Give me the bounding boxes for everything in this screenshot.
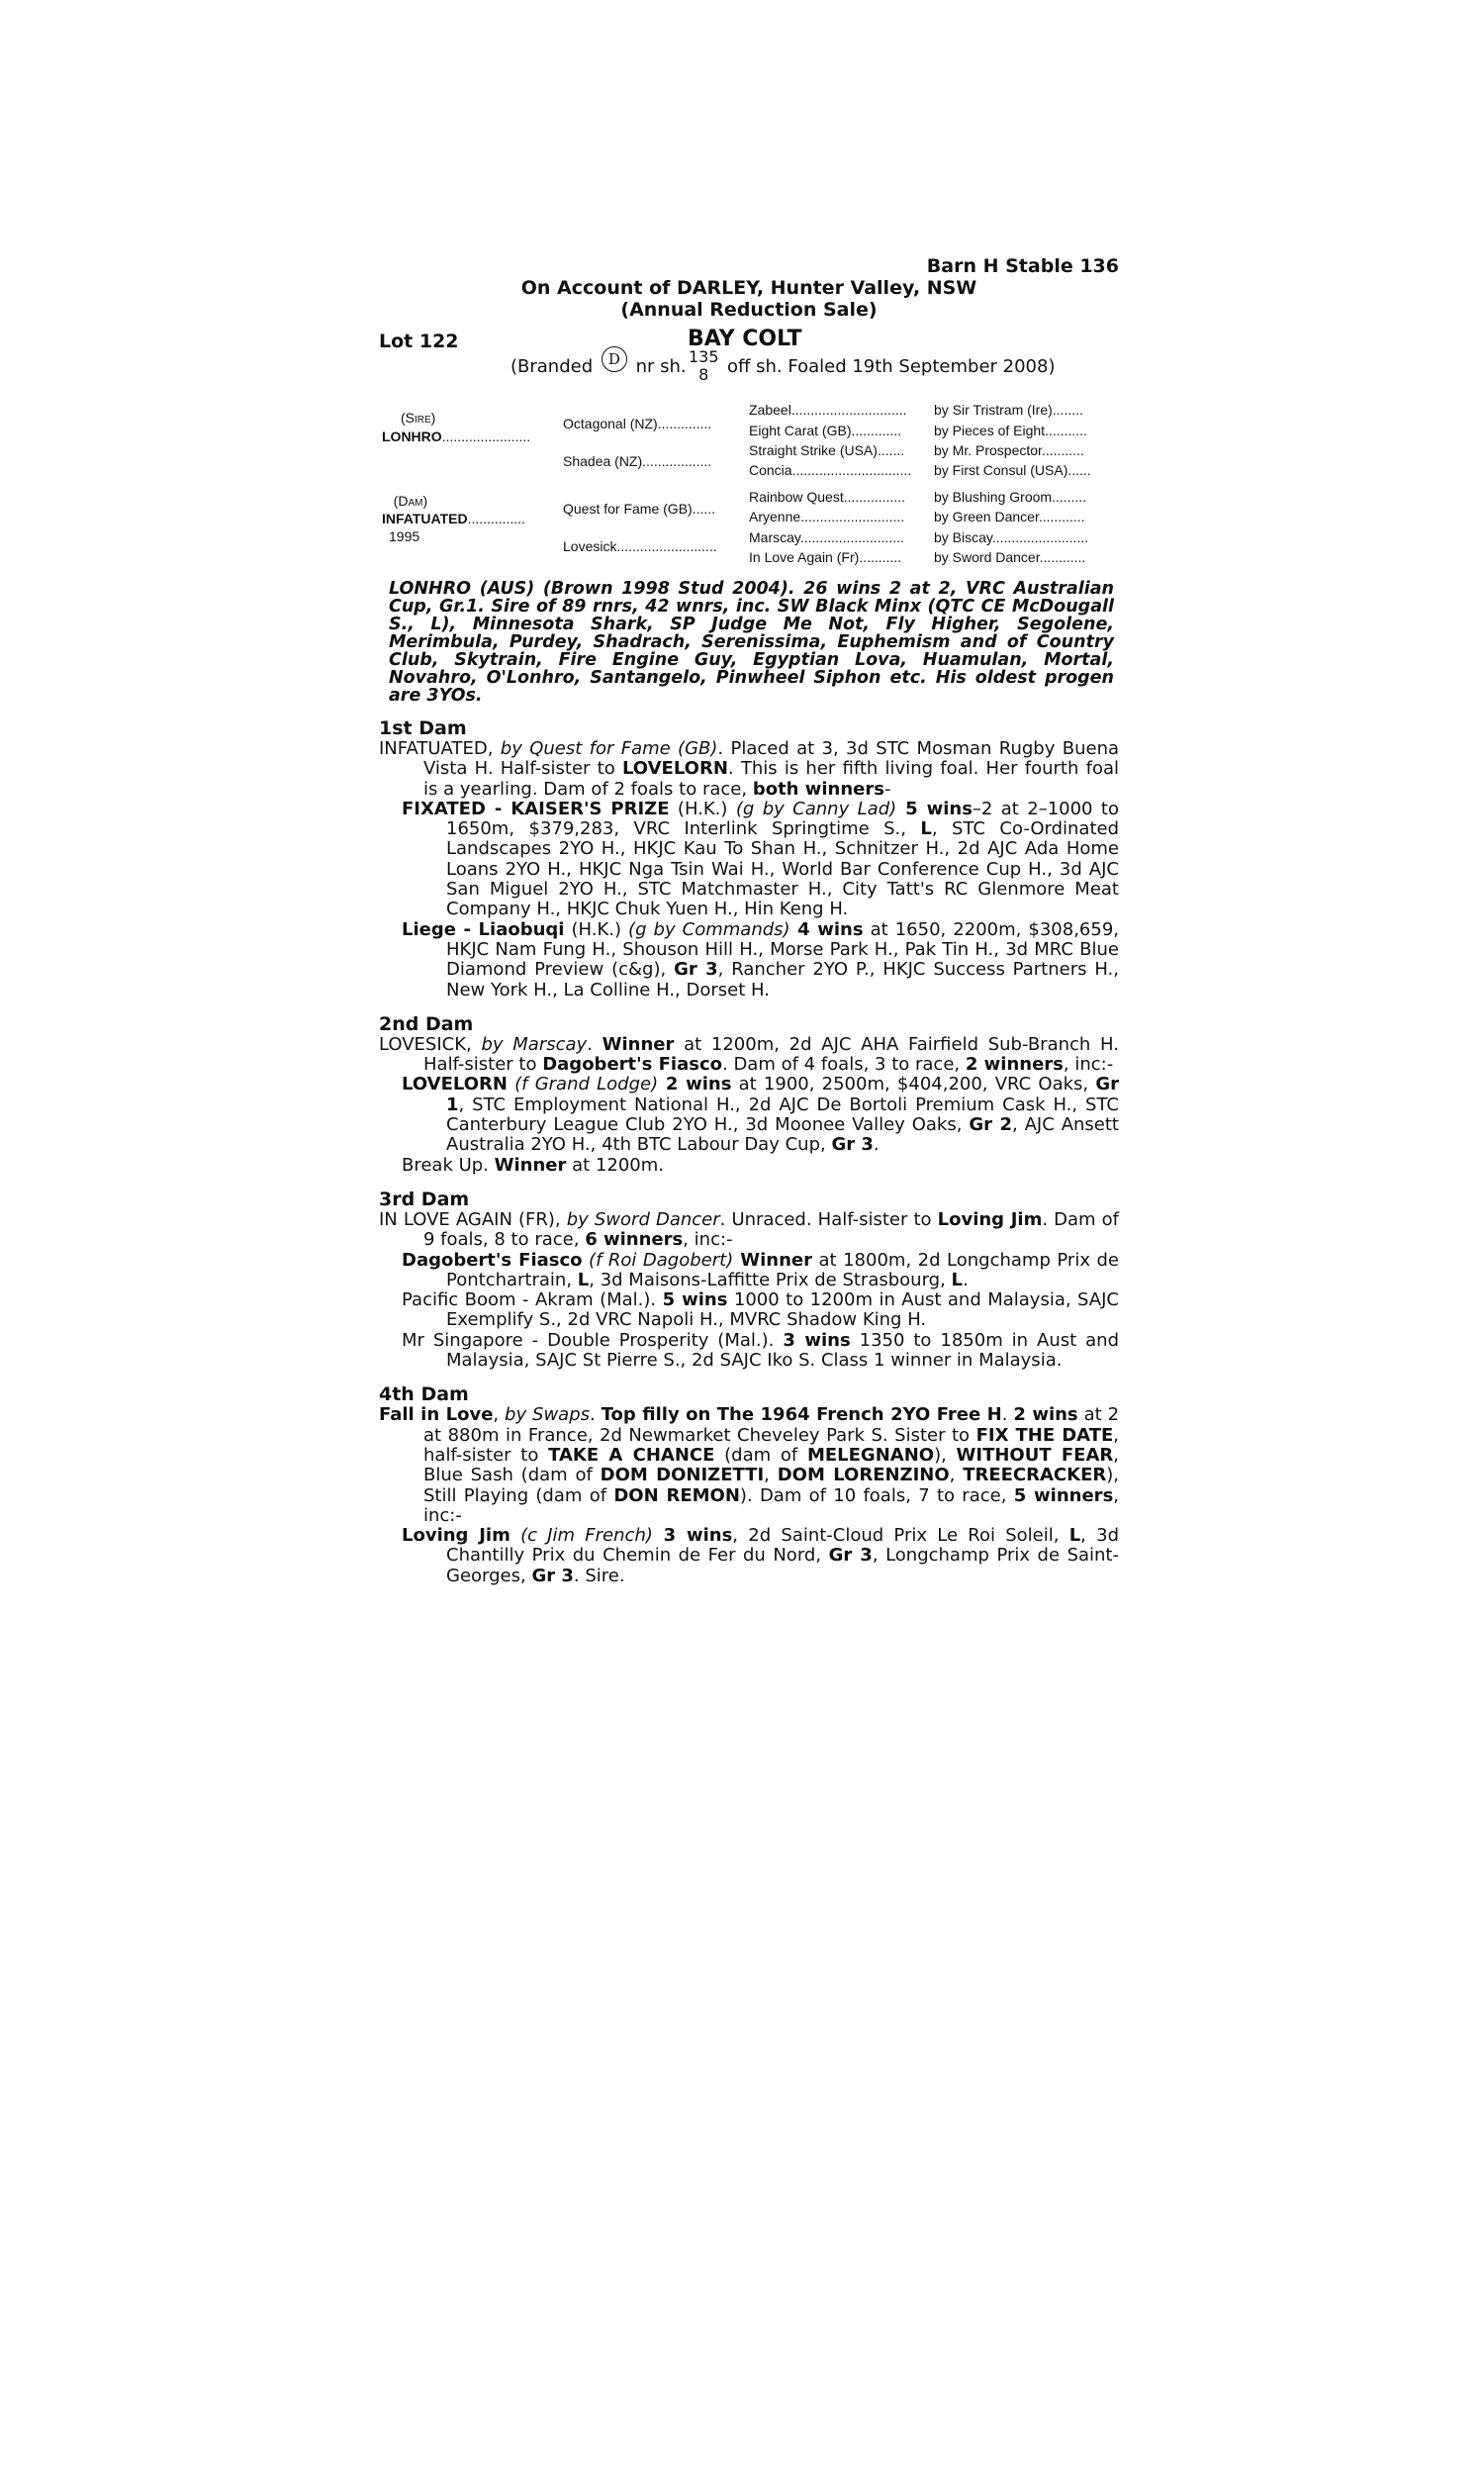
- t: IN LOVE AGAIN (FR),: [379, 1208, 567, 1230]
- g3-1: by Pieces of Eight...........: [934, 423, 1087, 438]
- g2-2: Straight Strike (USA).......: [749, 442, 905, 458]
- dam-tag: [382, 493, 427, 509]
- progeny-loving-jim: [379, 1526, 1119, 1586]
- dam-name: INFATUATED...............: [382, 511, 525, 526]
- t: . Dam of 4 foals, 3 to race,: [722, 1054, 966, 1076]
- t: at 1200m.: [566, 1154, 665, 1176]
- g2-7: In Love Again (Fr)...........: [749, 549, 902, 565]
- t: at 1800m, 2d Longchamp Prix de Pontchartrain,: [446, 1249, 1119, 1290]
- g2-1: Eight Carat (GB).............: [749, 423, 902, 438]
- g1-sire-dam: Shadea (NZ)..................: [563, 453, 712, 469]
- dam-name-text: INFATUATED: [382, 511, 468, 526]
- t: TAKE A CHANCE: [548, 1444, 715, 1466]
- t: 1350 to 1850m in Aust and Malaysia, SAJC St Pierre S., 2d SAJC Iko S. Class 1 winner in Malaysia.: [446, 1329, 1120, 1372]
- t: Gr 2: [969, 1114, 1012, 1136]
- barn-stable: Barn H Stable 136: [926, 255, 1119, 277]
- t: ),: [934, 1444, 957, 1466]
- g3-0-text: by Sir Tristram (Ire): [934, 402, 1053, 418]
- brand-number: [689, 348, 719, 384]
- g3-6: by Biscay.........................: [934, 529, 1089, 545]
- g1-1: Shadea (NZ): [563, 453, 643, 469]
- t: .: [873, 1134, 880, 1156]
- t: DOM DONIZETTI: [600, 1465, 765, 1486]
- t: , Longchamp Prix de Saint-Georges,: [446, 1545, 1119, 1586]
- fourth-dam-heading: 4th Dam: [379, 1383, 469, 1406]
- t: .: [590, 1404, 602, 1426]
- t: at 1900, 2500m, $404,200, VRC Oaks,: [731, 1074, 1096, 1095]
- lot-row: [379, 327, 1119, 354]
- t: LOVELORN: [402, 1074, 508, 1095]
- t: 3 wins: [783, 1329, 851, 1351]
- g2-7-text: In Love Again (Fr): [749, 549, 860, 565]
- t: FIX THE DATE: [975, 1424, 1114, 1446]
- t: Mr Singapore - Double Prosperity (Mal.).: [402, 1329, 784, 1351]
- sale-name: (Annual Reduction Sale): [620, 299, 878, 321]
- first-dam-heading: 1st Dam: [379, 717, 467, 739]
- t: , half-sister to: [423, 1424, 1120, 1466]
- sire-name-text: LONHRO: [382, 428, 442, 444]
- brand-line: [379, 347, 1119, 398]
- t: TREECRACKER: [963, 1465, 1107, 1486]
- g2-3: Concia...............................: [749, 462, 912, 478]
- pedigree-table: [379, 402, 1119, 568]
- t: 4 wins: [789, 918, 864, 940]
- g3-4: by Blushing Groom.........: [934, 489, 1087, 505]
- t: , inc:-: [1063, 1054, 1114, 1076]
- brand-number-top: 135: [689, 347, 719, 366]
- t: .: [963, 1269, 969, 1290]
- t: .: [1001, 1404, 1014, 1426]
- t: 2 wins: [658, 1074, 732, 1095]
- g1-3: Lovesick: [563, 538, 617, 554]
- fourth-dam-text: [379, 1405, 1119, 1526]
- g3-2-text: by Mr. Prospector: [934, 442, 1042, 458]
- g2-3-text: Concia: [749, 462, 792, 478]
- t: , inc:-: [423, 1484, 1120, 1526]
- t: , STC Co-Ordinated Landscapes 2YO H., HKJC Kau To Shan H., Schnitzer H., 2d AJC Ada Home Loans 2YO H., HKJC Nga Tsin Wai H., World Bar Conference Cup H., 3d AJC San Miguel 2YO H., STC Matchmaster H., City Tatt's RC Glenmore Meat Company H., HKJC Chuk Yuen H., Hin Keng H.: [446, 818, 1119, 920]
- t: 2 wins: [1013, 1404, 1078, 1426]
- g2-4: Rainbow Quest................: [749, 489, 905, 505]
- t: , Blue Sash (dam of: [423, 1444, 1120, 1486]
- t: . Unraced. Half-sister to: [719, 1208, 938, 1230]
- t: FIXATED - KAISER'S PRIZE: [402, 798, 670, 819]
- brand-foaled: off sh. Foaled 19th September 2008): [727, 356, 1056, 377]
- t: –2 at 2–1000 to 1650m, $379,283, VRC Interlink Springtime S.,: [446, 798, 1119, 840]
- lot-number: Lot 122: [379, 331, 459, 352]
- g2-6: Marscay...........................: [749, 529, 904, 545]
- brand-prefix: [510, 350, 687, 377]
- t: LOVESICK,: [379, 1033, 482, 1055]
- t: ,: [764, 1465, 778, 1486]
- g3-3: by First Consul (USA)......: [934, 462, 1091, 478]
- t: Gr 3: [831, 1134, 874, 1156]
- g3-0: by Sir Tristram (Ire)........: [934, 402, 1083, 418]
- t: DON REMON: [613, 1484, 740, 1506]
- t: (c Jim French): [510, 1525, 653, 1547]
- lot-title: BAY COLT: [688, 327, 802, 351]
- dam-year: 1995: [389, 528, 420, 544]
- t: , inc:-: [683, 1229, 733, 1251]
- g2-1-text: Eight Carat (GB): [749, 423, 852, 438]
- t: Winner: [494, 1154, 567, 1176]
- t: L: [577, 1269, 590, 1290]
- progeny-liege: [379, 920, 1119, 1000]
- g1-dam-sire: Quest for Fame (GB)......: [563, 501, 716, 517]
- g1-dam-dam: Lovesick..........................: [563, 538, 717, 554]
- progeny-fixated: [379, 800, 1119, 920]
- t: . Sire.: [573, 1565, 625, 1586]
- t: Liege - Liaobuqi: [402, 918, 565, 940]
- progeny-pacific-boom: [379, 1290, 1119, 1331]
- t: , 3d Chantilly Prix du Chemin de Fer du Nord,: [446, 1525, 1120, 1567]
- third-dam-text: [379, 1210, 1119, 1251]
- t: (H.K.): [564, 918, 629, 940]
- t: Top filly on The 1964 French 2YO Free H: [601, 1404, 1002, 1426]
- brand-mid-text: nr sh.: [635, 356, 687, 377]
- catalogue-page: [379, 255, 1119, 1586]
- t: ,: [949, 1465, 964, 1486]
- g3-5-text: by Green Dancer: [934, 509, 1039, 524]
- t: ). Dam of 10 foals, 7 to race,: [739, 1484, 1014, 1506]
- t: ,: [493, 1404, 506, 1426]
- progeny-break-up: [379, 1156, 1119, 1176]
- g2-5-text: Aryenne: [749, 509, 801, 524]
- t: at 2 at 880m in France, 2d Newmarket Cheveley Park S. Sister to: [423, 1404, 1120, 1446]
- t: LOVELORN: [621, 758, 728, 780]
- t: Winner: [733, 1249, 813, 1271]
- t: 1000 to 1200m in Aust and Malaysia, SAJC Exemplify S., 2d VRC Napoli H., MVRC Shadow King H.: [446, 1289, 1119, 1331]
- g3-4-text: by Blushing Groom: [934, 489, 1053, 505]
- brand-symbol-icon: D: [602, 346, 627, 372]
- t: (dam of: [714, 1444, 807, 1466]
- t: by Quest for Fame (GB): [500, 738, 718, 759]
- g3-3-text: by First Consul (USA): [934, 462, 1068, 478]
- g2-0: Zabeel..............................: [749, 402, 907, 418]
- t: . Placed at 3, 3d STC Mosman Rugby Buena Vista H. Half-sister to: [423, 738, 1120, 780]
- t: 3 wins: [652, 1525, 733, 1547]
- t: DOM LORENZINO: [777, 1465, 950, 1486]
- first-dam-text: [379, 739, 1119, 800]
- t: -: [883, 778, 891, 800]
- second-dam-heading: 2nd Dam: [379, 1012, 474, 1035]
- progeny-mr-singapore: [379, 1331, 1119, 1372]
- t: Loving Jim: [937, 1208, 1043, 1230]
- sire-description: LONHRO (AUS) (Brown 1998 Stud 2004). 26 wins 2 at 2, VRC Australian Cup, Gr.1. Sire of 89 rnrs, 42 wnrs, inc. SW Black Minx (QTC CE McDougall S., L), Minnesota Shark, SP Judge Me Not, Fly Higher, Segolene, Merimbula, Purdey, Shadrach, Serenissima, Euphemism and of Country Club, Skytrain, Fire Engine Guy, Egyptian Lova, Huamulan, Mortal, Novahro, O'Lonhro, Santangelo, Pinwheel Siphon etc. His oldest progen are 3YOs.: [389, 579, 1114, 706]
- g3-7-text: by Sword Dancer: [934, 549, 1040, 565]
- t: 6 winners: [585, 1229, 684, 1251]
- g1-2: Quest for Fame (GB): [563, 501, 693, 517]
- t: . This is her fifth living foal. Her fourth foal is a yearling. Dam of 2 foals to race,: [423, 758, 1119, 800]
- t: , Rancher 2YO P., HKJC Success Partners H., New York H., La Colline H., Dorset H.: [446, 959, 1119, 1000]
- g3-2: by Mr. Prospector...........: [934, 442, 1084, 458]
- t: (H.K.): [669, 798, 736, 819]
- t: Dagobert's Fiasco: [542, 1054, 722, 1076]
- g2-2-text: Straight Strike (USA): [749, 442, 878, 458]
- g1-sire-sire: Octagonal (NZ)..............: [563, 416, 712, 431]
- sire-tag: (Sire): [401, 410, 436, 426]
- t: Gr 3: [674, 959, 718, 981]
- g1-0: Octagonal (NZ): [563, 416, 658, 431]
- t: , AJC Ansett Australia 2YO H., 4th BTC Labour Day Cup,: [446, 1114, 1119, 1156]
- t: Break Up.: [402, 1154, 495, 1176]
- t: . Dam of 9 foals, 8 to race,: [423, 1208, 1120, 1251]
- t: , 2d Saint-Cloud Prix Le Roi Soleil,: [732, 1525, 1069, 1547]
- t: (f Roi Dagobert): [582, 1249, 734, 1271]
- t: Loving Jim: [402, 1525, 510, 1547]
- t: 5 wins: [662, 1289, 728, 1311]
- t: by Marscay: [481, 1033, 588, 1055]
- g2-4-text: Rainbow Quest: [749, 489, 844, 505]
- t: Gr 1: [446, 1074, 1119, 1115]
- t: 5 wins: [896, 798, 973, 819]
- brand-pre-text: (Branded: [510, 356, 594, 377]
- t: by Swaps: [505, 1404, 591, 1426]
- t: .: [587, 1033, 603, 1055]
- t: 2 winners: [965, 1054, 1064, 1076]
- t: (f Grand Lodge): [507, 1074, 659, 1095]
- t: L: [1068, 1525, 1081, 1547]
- t: ), Still Playing (dam of: [423, 1465, 1119, 1506]
- t: L: [951, 1269, 964, 1290]
- second-dam-text: [379, 1035, 1119, 1076]
- g2-0-text: Zabeel: [749, 402, 791, 418]
- t: WITHOUT FEAR: [956, 1444, 1114, 1466]
- t: both winners: [752, 778, 884, 800]
- third-dam-heading: 3rd Dam: [379, 1188, 470, 1210]
- brand-number-bottom: 8: [698, 365, 709, 384]
- sire-name: LONHRO.......................: [382, 428, 531, 444]
- t: , STC Employment National H., 2d AJC De Bortoli Premium Cask H., STC Canterbury League Club 2YO H., 3d Moonee Valley Oaks,: [446, 1094, 1119, 1136]
- g3-1-text: by Pieces of Eight: [934, 423, 1046, 438]
- progeny-lovelorn: [379, 1075, 1119, 1155]
- t: Winner: [602, 1033, 675, 1055]
- g3-5: by Green Dancer............: [934, 509, 1085, 524]
- progeny-dagoberts-fiasco: [379, 1251, 1119, 1291]
- t: Gr 3: [531, 1565, 574, 1586]
- t: at 1650, 2200m, $308,659, HKJC Nam Fung H., Shouson Hill H., Morse Park H., Pak Tin H., 3d MRC Blue Diamond Preview (c&g),: [446, 918, 1119, 981]
- t: , 3d Maisons-Laffitte Prix de Strasbourg,: [589, 1269, 952, 1290]
- t: INFATUATED,: [379, 738, 501, 759]
- t: (g by Canny Lad): [735, 798, 897, 819]
- t: 5 winners: [1013, 1484, 1114, 1506]
- g2-5: Aryenne...........................: [749, 509, 905, 524]
- g3-7: by Sword Dancer............: [934, 549, 1086, 565]
- t: (g by Commands): [628, 918, 790, 940]
- t: by Sword Dancer: [566, 1208, 720, 1230]
- dam-tag-text: (Dam): [393, 493, 428, 509]
- t: L: [920, 818, 932, 840]
- t: Fall in Love: [379, 1404, 494, 1426]
- t: MELEGNANO: [806, 1444, 935, 1466]
- t: Pacific Boom - Akram (Mal.).: [402, 1289, 663, 1311]
- t: Gr 3: [828, 1545, 873, 1567]
- t: Dagobert's Fiasco: [402, 1249, 583, 1271]
- g3-6-text: by Biscay: [934, 529, 992, 545]
- t: at 1200m, 2d AJC AHA Fairfield Sub-Branch H. Half-sister to: [423, 1033, 1119, 1076]
- vendor-line: On Account of DARLEY, Hunter Valley, NSW: [520, 277, 977, 299]
- g2-6-text: Marscay: [749, 529, 800, 545]
